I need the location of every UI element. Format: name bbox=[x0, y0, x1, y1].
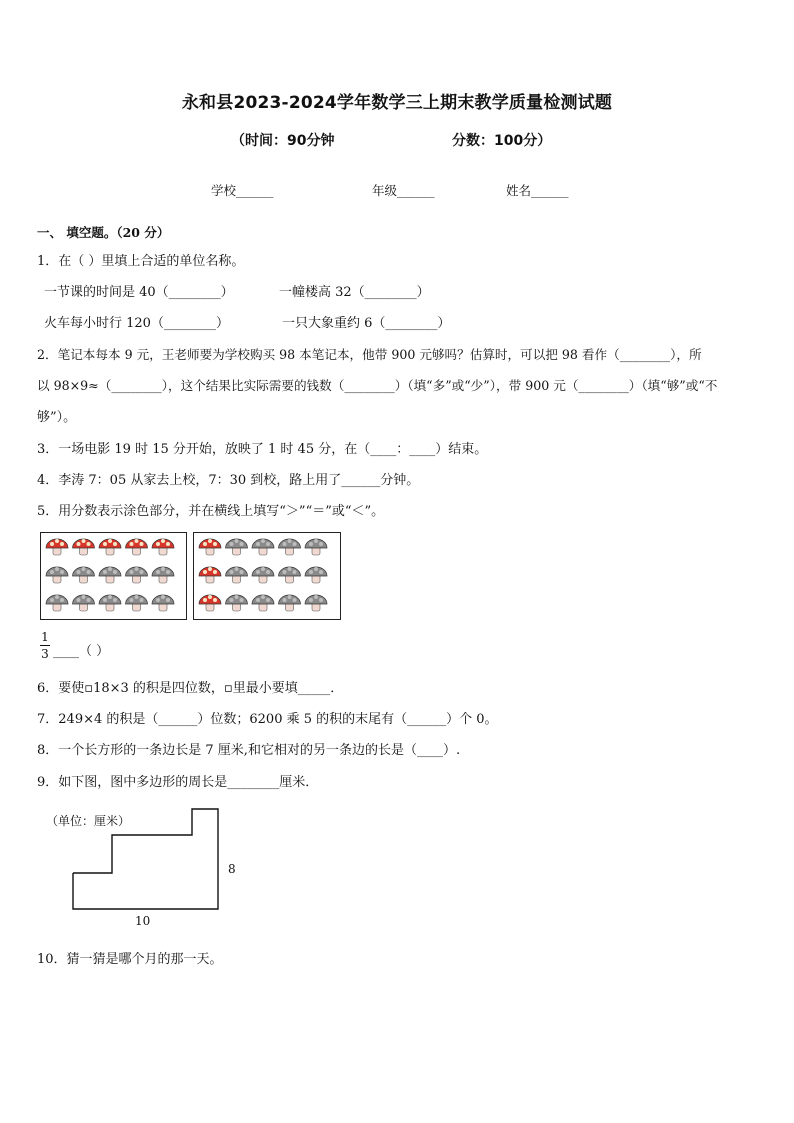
question-2-line2: 以 98×9≈（________），这个结果比实际需要的钱数（________）（填“多”或“少”），带 900 元（________）（填“够”或“不 bbox=[37, 378, 718, 393]
question-7: 7．249×4 的积是（______）位数；6200 乘 5 的积的末尾有（______）个 0。 bbox=[37, 712, 498, 727]
mushroom-plain bbox=[73, 567, 95, 583]
question-1c: 火车每小时行 120（________） bbox=[44, 316, 229, 331]
question-10: 10．猜一猜是哪个月的那一天。 bbox=[37, 952, 223, 967]
mushroom-plain bbox=[305, 595, 327, 611]
mushroom-plain bbox=[305, 567, 327, 583]
mushroom-box-right bbox=[193, 532, 341, 620]
question-1: 1．在（ ）里填上合适的单位名称。 bbox=[37, 254, 245, 269]
question-6: 6．要使▫18×3 的积是四位数，▫里最小要填_____． bbox=[37, 681, 344, 696]
mushroom-plain bbox=[126, 567, 148, 583]
mushroom-plain bbox=[152, 567, 174, 583]
section-heading: 一、 填空题。（20 分） bbox=[37, 225, 170, 240]
mushroom-plain bbox=[279, 567, 301, 583]
mushroom-plain bbox=[226, 595, 248, 611]
question-1b: 一幢楼高 32（________） bbox=[279, 285, 430, 300]
mushroom-plain bbox=[252, 567, 274, 583]
grade-field: 年级______ bbox=[372, 183, 435, 198]
mushroom-plain bbox=[126, 595, 148, 611]
question-1a: 一节课的时间是 40（________） bbox=[44, 285, 234, 300]
question-9: 9．如下图，图中多边形的周长是________厘米． bbox=[37, 775, 319, 790]
mushroom-grid-right bbox=[194, 533, 340, 619]
question-5: 5．用分数表示涂色部分，并在横线上填写“＞”“＝”或“＜”。 bbox=[37, 504, 385, 519]
exam-time: （时间：90分钟 bbox=[231, 133, 335, 149]
mushroom-shaded bbox=[73, 539, 95, 555]
width-label: 10 bbox=[135, 914, 151, 928]
mushroom-shaded bbox=[99, 539, 121, 555]
mushroom-plain bbox=[46, 567, 68, 583]
fraction-numerator: 1 bbox=[41, 630, 49, 644]
mushroom-shaded bbox=[46, 539, 68, 555]
mushroom-plain bbox=[279, 595, 301, 611]
mushroom-plain bbox=[305, 539, 327, 555]
question-4: 4．李涛 7：05 从家去上校，7：30 到校，路上用了______分钟。 bbox=[37, 473, 420, 488]
mushroom-box-left bbox=[40, 532, 187, 620]
fraction-denominator: 3 bbox=[41, 647, 49, 661]
mushroom-plain bbox=[73, 595, 95, 611]
mushroom-shaded bbox=[199, 567, 221, 583]
exam-score: 分数：100分） bbox=[452, 133, 552, 149]
school-field: 学校______ bbox=[211, 183, 274, 198]
mushroom-plain bbox=[152, 595, 174, 611]
question-2-line1: 2．笔记本每本 9 元，王老师要为学校购买 98 本笔记本，他带 900 元够吗？估算时，可以把 98 看作（________），所 bbox=[37, 347, 702, 362]
mushroom-plain bbox=[99, 567, 121, 583]
mushroom-shaded bbox=[126, 539, 148, 555]
mushroom-plain bbox=[252, 539, 274, 555]
question-3: 3．一场电影 19 时 15 分开始，放映了 1 时 45 分，在（____：____）结束。 bbox=[37, 442, 488, 457]
mushroom-plain bbox=[99, 595, 121, 611]
mushroom-plain bbox=[252, 595, 274, 611]
mushroom-shaded bbox=[199, 539, 221, 555]
page-title: 永和县2023-2024学年数学三上期末教学质量检测试题 bbox=[181, 93, 613, 113]
fraction-one-third bbox=[40, 630, 50, 661]
mushroom-plain bbox=[226, 539, 248, 555]
fraction-bar bbox=[40, 645, 50, 646]
unit-label: （单位：厘米） bbox=[46, 814, 131, 828]
question-1d: 一只大象重约 6（________） bbox=[282, 316, 451, 331]
question-8: 8．一个长方形的一条边长是 7 厘米,和它相对的另一条边的长是（____）. bbox=[37, 743, 461, 758]
mushroom-plain bbox=[279, 539, 301, 555]
question-2-line3: 够”）。 bbox=[37, 410, 77, 425]
height-label: 8 bbox=[228, 862, 236, 876]
mushroom-plain bbox=[226, 567, 248, 583]
mushroom-shaded bbox=[199, 595, 221, 611]
mushroom-grid-left bbox=[41, 533, 186, 619]
name-field: 姓名______ bbox=[506, 183, 569, 198]
question-5-blank: ____（ ） bbox=[53, 644, 110, 659]
mushroom-plain bbox=[46, 595, 68, 611]
mushroom-shaded bbox=[152, 539, 174, 555]
